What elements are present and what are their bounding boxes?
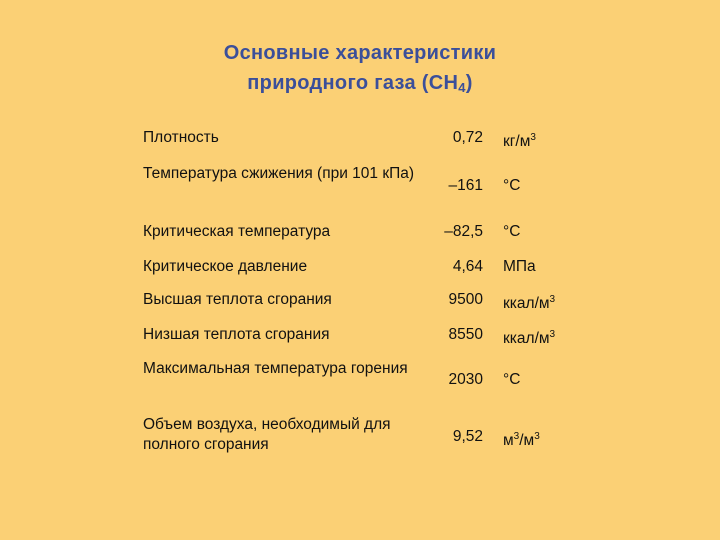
- property-value: –82,5: [444, 223, 483, 240]
- property-value: 2030: [448, 371, 483, 388]
- property-unit: ккал/$м^3$: [503, 294, 556, 312]
- property-name: Высшая теплота сгорания: [143, 291, 332, 308]
- property-value: 4,64: [452, 258, 483, 275]
- property-name: Низшая теплота сгорания: [143, 326, 330, 343]
- property-unit: МПа: [503, 258, 536, 275]
- property-name: Температура сжижения (при 101 кПа): [143, 165, 415, 182]
- property-unit: °С: [503, 223, 521, 240]
- property-value: 9,52: [452, 428, 483, 445]
- property-value: 0,72: [452, 129, 483, 146]
- title-line-2: природного газа $(CH_4)$: [247, 72, 473, 95]
- property-value: 8550: [448, 326, 483, 343]
- property-value: 9500: [448, 291, 483, 308]
- page-title: [0, 38, 720, 103]
- property-name: Критическая температура: [143, 223, 331, 240]
- title-line-1: Основные характеристики: [223, 42, 497, 64]
- property-unit: ккал/$м^3$: [503, 329, 556, 347]
- property-name: Максимальная температура горения: [143, 360, 408, 377]
- property-name: Объем воздуха, необходимый для полного сгорания: [143, 416, 391, 453]
- property-name: Критическое давление: [143, 258, 308, 275]
- property-value: –161: [448, 177, 483, 194]
- property-unit: °С: [503, 177, 521, 194]
- property-unit: $м^3/м^3$: [503, 431, 540, 449]
- property-unit: °С: [503, 371, 521, 388]
- property-unit: $кг/м^3$: [503, 132, 536, 150]
- property-name: Плотность: [143, 129, 219, 146]
